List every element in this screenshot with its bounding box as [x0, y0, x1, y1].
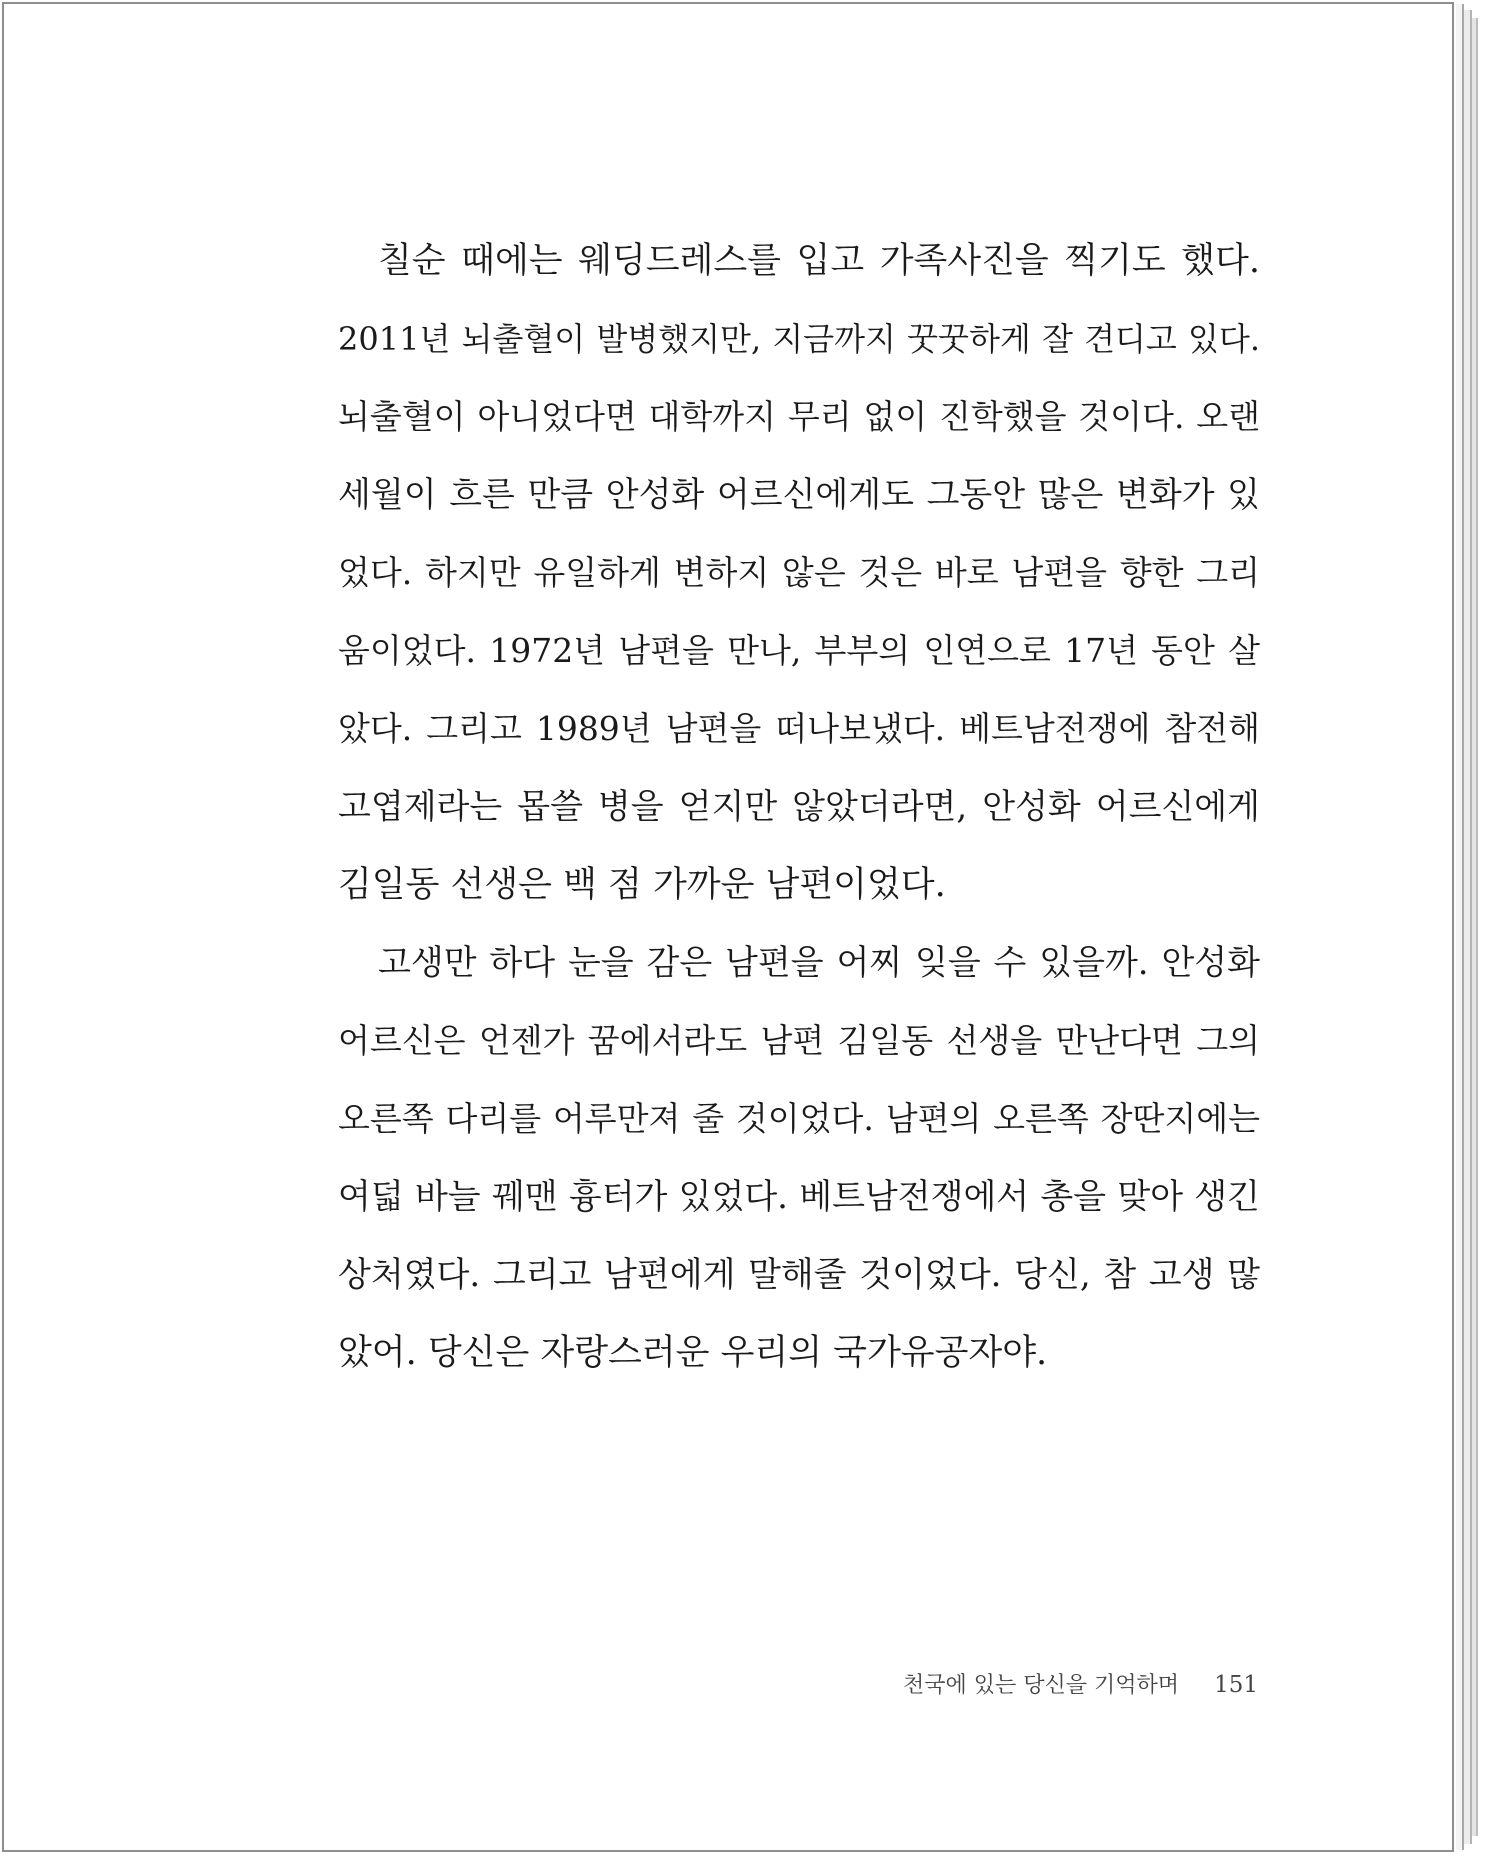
text-line: 고엽제라는 몹쓸 병을 얻지만 않았더라면, 안성화 어르신에게	[338, 787, 1260, 827]
page-number: 151	[1214, 1672, 1258, 1698]
text-line: 움이었다. 1972년 남편을 만나, 부부의 인연으로 17년 동안 살	[338, 631, 1260, 670]
running-title: 천국에 있는 당신을 기억하며	[902, 1673, 1179, 1698]
text-line: 오른쪽 다리를 어루만져 줄 것이었다. 남편의 오른쪽 장딴지에는	[338, 1099, 1260, 1138]
text-line: 았어. 당신은 자랑스러운 우리의 국가유공자야.	[338, 1333, 1048, 1373]
page-stack-edge	[1472, 18, 1478, 1836]
page-stack-edge	[1464, 10, 1472, 1844]
text-line: 2011년 뇌출혈이 발병했지만, 지금까지 꿋꿋하게 잘 견디고 있다.	[338, 320, 1260, 358]
text-line: 상처였다. 그리고 남편에게 말해줄 것이었다. 당신, 참 고생 많	[338, 1255, 1260, 1295]
text-line: 세월이 흐른 만큼 안성화 어르신에게도 그동안 많은 변화가 있	[338, 475, 1260, 515]
text-line: 고생만 하다 눈을 감은 남편을 어찌 잊을 수 있을까. 안성화	[378, 943, 1260, 983]
page-footer	[903, 1668, 1258, 1699]
text-line: 여덟 바늘 꿰맨 흉터가 있었다. 베트남전쟁에서 총을 맞아 생긴	[338, 1177, 1260, 1217]
text-line: 어르신은 언젠가 꿈에서라도 남편 김일동 선생을 만난다면 그의	[338, 1021, 1260, 1060]
page-stack-edge	[1456, 4, 1464, 1850]
text-line: 았다. 그리고 1989년 남편을 떠나보냈다. 베트남전쟁에 참전해	[338, 709, 1260, 748]
body-text	[338, 222, 1260, 1392]
text-line: 김일동 선생은 백 점 가까운 남편이었다.	[338, 865, 946, 905]
text-line: 었다. 하지만 유일하게 변하지 않은 것은 바로 남편을 향한 그리	[338, 553, 1260, 592]
text-line: 뇌출혈이 아니었다면 대학까지 무리 없이 진학했을 것이다. 오랜	[338, 397, 1260, 436]
text-line: 칠순 때에는 웨딩드레스를 입고 가족사진을 찍기도 했다.	[378, 241, 1260, 281]
